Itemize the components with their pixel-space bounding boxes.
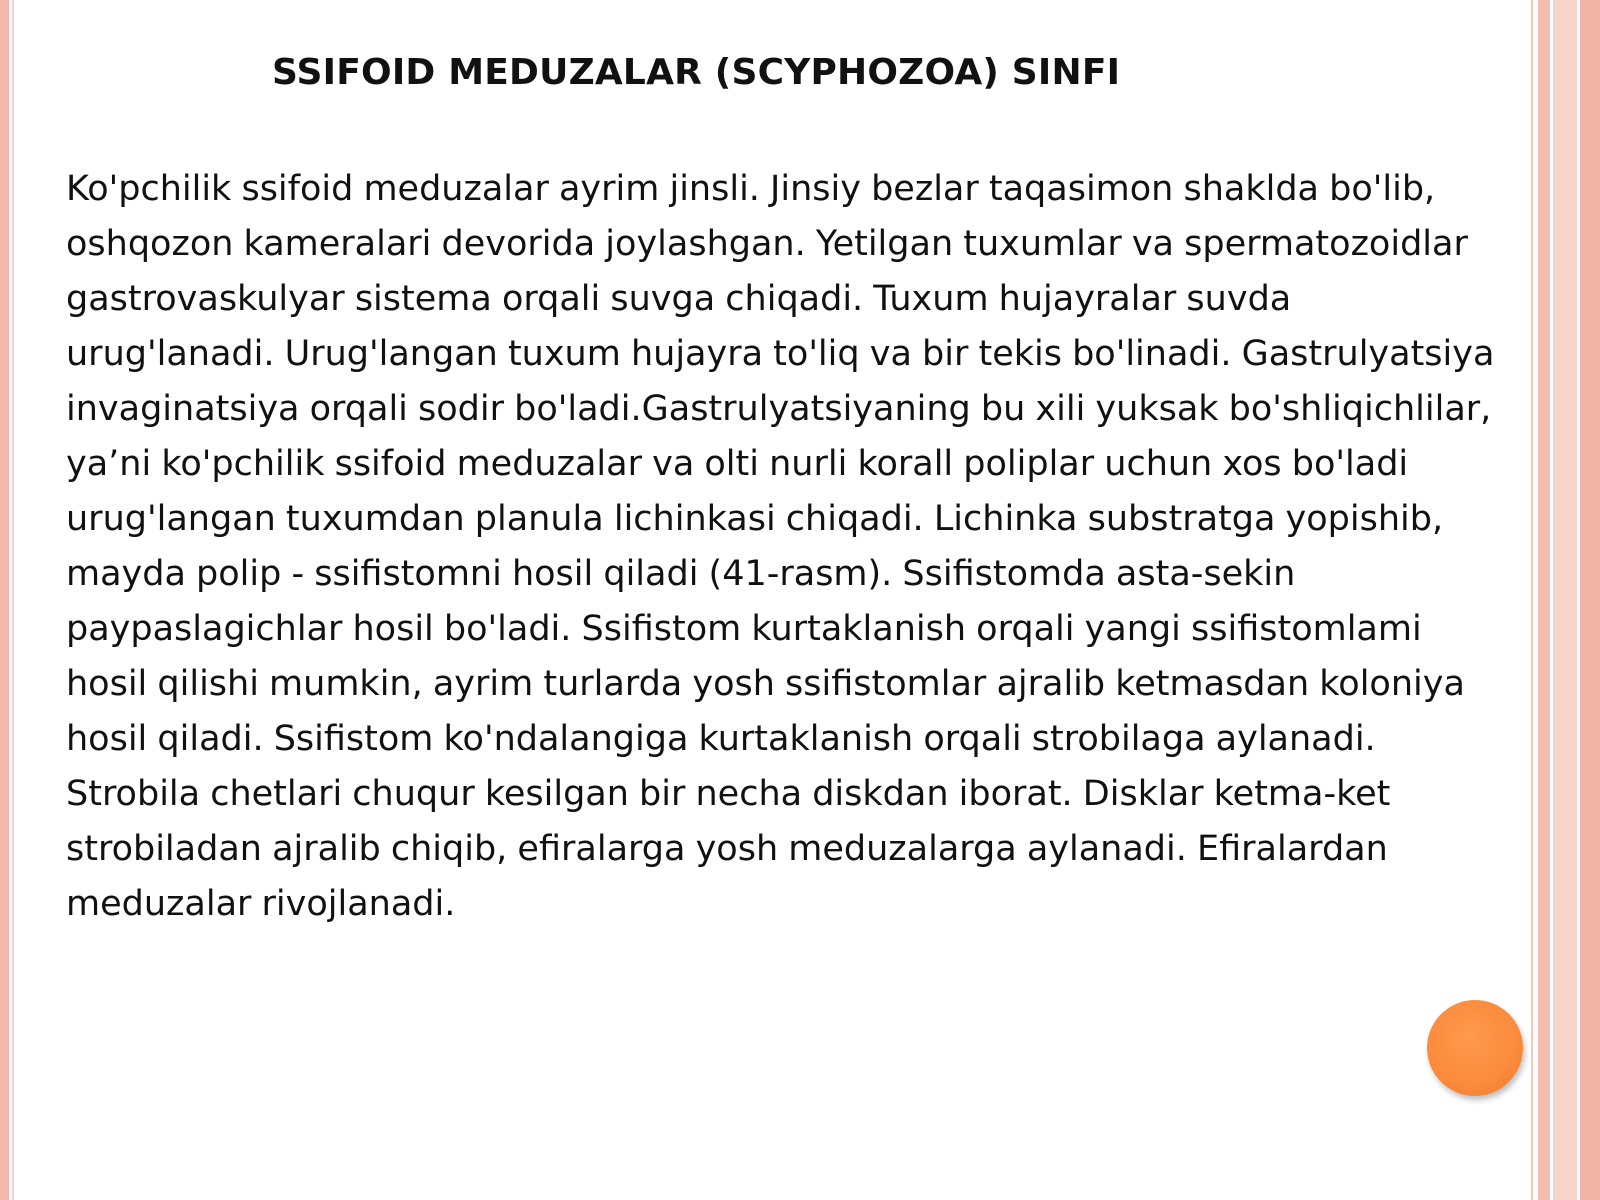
right-border-light-stripe: [1553, 0, 1577, 1200]
left-border-stripe: [0, 0, 9, 1200]
right-border-thin-stripe: [1531, 0, 1533, 1200]
slide-body-text: Ko'pchilik ssifoid meduzalar ayrim jinsli. Jinsiy bezlar taqasimon shaklda bo'lib, oshqozon kameralari devorida joylashgan. Yetilgan tuxumlar va spermatozoidlar gastrovaskulyar sistema orqali suvga chiqadi. Tuxum hujayralar suvda urug'lanadi. Urug'langan tuxum hujayra to'liq va bir tekis bo'linadi. Gastrulyatsiya invaginatsiya orqali sodir bo'ladi.Gastrulyatsiyaning bu xili yuksak bo'shliqichlilar, ya’ni ko'pchilik ssifoid meduzalar va olti nurli korall poliplar uchun xos bo'ladi urug'langan tuxumdan planula lichinkasi chiqadi. Lichinka substratga yopishib, mayda polip - ssifistomni hosil qiladi (41-rasm). Ssifistomda asta-sekin paypaslagichlar hosil bo'ladi. Ssifistom kurtaklanish orqali yangi ssifistomlami hosil qilishi mumkin, ayrim turlarda yosh ssifistomlar ajralib ketmasdan koloniya hosil qiladi. Ssifistom ko'ndalangiga kurtaklanish orqali strobilaga aylanadi. Strobila chetlari chuqur kesilgan bir necha diskdan iborat. Disklar ketma-ket strobiladan ajralib chiqib, efiralarga yosh meduzalarga aylanadi. Efiralardan meduzalar rivojlanadi.: [66, 169, 1495, 924]
slide-title: SSIFOID MEDUZALAR (SCYPHOZOA) SINFI: [272, 52, 1121, 93]
right-border-outer-stripe: [1580, 0, 1600, 1200]
left-border-thin-stripe: [12, 0, 14, 1200]
right-border-stripe: [1538, 0, 1550, 1200]
orange-circle-decoration: [1427, 1000, 1523, 1096]
